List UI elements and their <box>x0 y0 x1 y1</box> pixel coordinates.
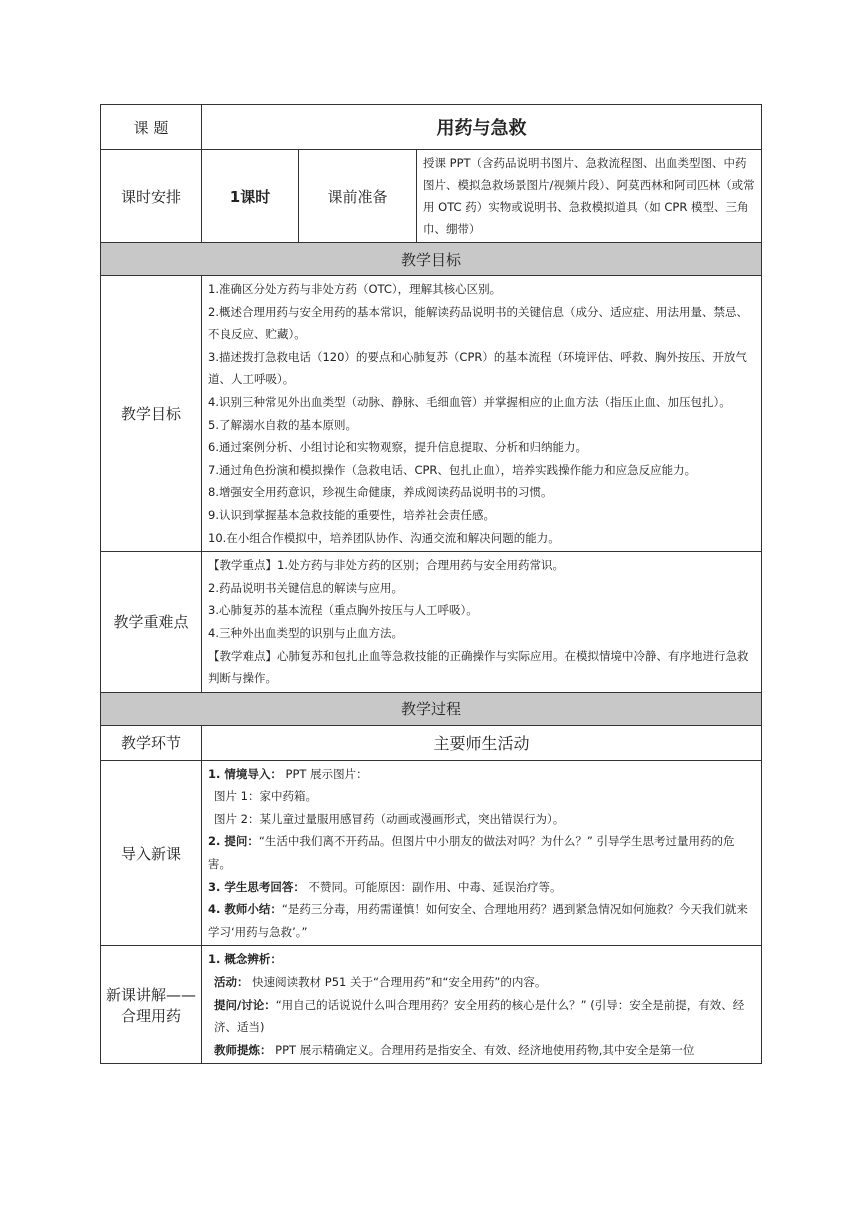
objective-item: 1.准确区分处方药与非处方药（OTC），理解其核心区别。 <box>208 282 502 296</box>
prep-label: 课前准备 <box>299 150 417 243</box>
intro-stage: 导入新课 <box>101 760 202 946</box>
lecture-stage: 新课讲解——合理用药 <box>101 946 202 1064</box>
focus-first: 1.处方药与非处方药的区别；合理用药与安全用药常识。 <box>277 558 564 573</box>
lecture-activities <box>202 946 762 1064</box>
objective-item: 5.了解溺水自救的基本原则。 <box>208 417 357 432</box>
lecture-question: 提问/讨论：“用自己的话说说什么叫合理用药？安全用药的核心是什么？” (引导：安全是前提，有效、经济、适当) <box>214 997 745 1035</box>
objective-item: 8.增强安全用药意识，珍视生命健康，养成阅读药品说明书的习惯。 <box>208 485 553 500</box>
objective-item: 9.认识到掌握基本急救技能的重要性，培养社会责任感。 <box>208 507 495 522</box>
lesson-plan-document <box>100 104 761 1064</box>
objectives-row-label: 教学目标 <box>101 276 202 552</box>
intro-picture-1: 图片 1：家中药箱。 <box>214 789 317 804</box>
intro-step-2: 2. 提问：“生活中我们离不开药品。但图片中小朋友的做法对吗？为什么？” 引导学生思考过量用药的危害。 <box>208 834 735 872</box>
hours-value: 1课时 <box>202 150 299 243</box>
focus-item: 3.心肺复苏的基本流程（重点胸外按压与人工呼吸）。 <box>208 603 478 618</box>
key-points-label: 教学重难点 <box>101 552 202 693</box>
process-header-row <box>101 725 762 760</box>
lecture-activity: 活动： 快速阅读教材 P51 关于“合理用药”和“安全用药”的内容。 <box>214 975 547 990</box>
key-points-row <box>101 552 762 693</box>
focus-line <box>208 554 755 577</box>
activity-column-header: 主要师生活动 <box>202 725 762 760</box>
objective-item: 4.识别三种常见外出血类型（动脉、静脉、毛细血管）并掌握相应的止血方法（指压止血、加压包扎）。 <box>208 394 731 409</box>
objectives-band: 教学目标 <box>101 243 762 276</box>
lecture-row <box>101 946 762 1064</box>
stage-column-header: 教学环节 <box>101 725 202 760</box>
title-row <box>101 105 762 150</box>
objective-item: 10.在小组合作模拟中，培养团队协作、沟通交流和解决问题的能力。 <box>208 530 560 545</box>
focus-item: 2.药品说明书关键信息的解读与应用。 <box>208 580 403 595</box>
intro-step-1: 1. 情境导入： PPT 展示图片： <box>208 766 368 781</box>
process-band: 教学过程 <box>101 692 762 725</box>
lecture-step-1: 1. 概念辨析： <box>208 952 282 967</box>
intro-step-3: 3. 学生思考回答： 不赞同。可能原因：副作用、中毒、延误治疗等。 <box>208 879 562 894</box>
subject-label: 课 题 <box>101 105 202 150</box>
intro-activities <box>202 760 762 946</box>
objectives-list <box>202 276 762 552</box>
objectives-row <box>101 276 762 552</box>
prep-text: 授课 PPT（含药品说明书图片、急救流程图、出血类型图、中药图片、模拟急救场景图片/视频片段）、阿莫西林和阿司匹林（或常用 OTC 药）实物或说明书、急救模拟道具（如 CPR 模型、三角巾、绷带） <box>417 150 762 243</box>
intro-picture-2: 图片 2：某儿童过量服用感冒药（动画或漫画形式，突出错误行为）。 <box>214 811 565 826</box>
objective-item: 3.描述拨打急救电话（120）的要点和心肺复苏（CPR）的基本流程（环境评估、呼救、胸外按压、开放气道、人工呼吸）。 <box>208 349 747 387</box>
schedule-row <box>101 150 762 243</box>
intro-row <box>101 760 762 946</box>
difficulty-line <box>208 645 755 690</box>
focus-tag: 【教学重点】 <box>208 558 277 573</box>
intro-step-4: 4. 教师小结：“是药三分毒，用药需谨慎！如何安全、合理地用药？遇到紧急情况如何施救？今天我们就来学习‘用药与急救’。” <box>208 902 748 939</box>
key-points-content <box>202 552 762 693</box>
objective-item: 7.通过角色扮演和模拟操作（急救电话、CPR、包扎止血），培养实践操作能力和应急反应能力。 <box>208 462 697 477</box>
objective-item: 6.通过案例分析、小组讨论和实物观察，提升信息提取、分析和归纳能力。 <box>208 440 587 455</box>
lesson-plan-table <box>100 104 762 1064</box>
lecture-summary: 教师提炼： PPT 展示精确定义。合理用药是指安全、有效、经济地使用药物,其中安全是第一位 <box>214 1042 695 1057</box>
difficulty-tag: 【教学难点】 <box>208 648 277 663</box>
difficulty-text: 心肺复苏和包扎止血等急救技能的正确操作与实际应用。在模拟情境中冷静、有序地进行急救判断与操作。 <box>208 648 749 686</box>
lesson-title: 用药与急救 <box>202 105 762 150</box>
focus-item: 4.三种外出血类型的识别与止血方法。 <box>208 625 403 640</box>
hours-label: 课时安排 <box>101 150 202 243</box>
objective-item: 2.概述合理用药与安全用药的基本常识，能解读药品说明书的关键信息（成分、适应症、用法用量、禁忌、不良反应、贮藏）。 <box>208 304 748 342</box>
